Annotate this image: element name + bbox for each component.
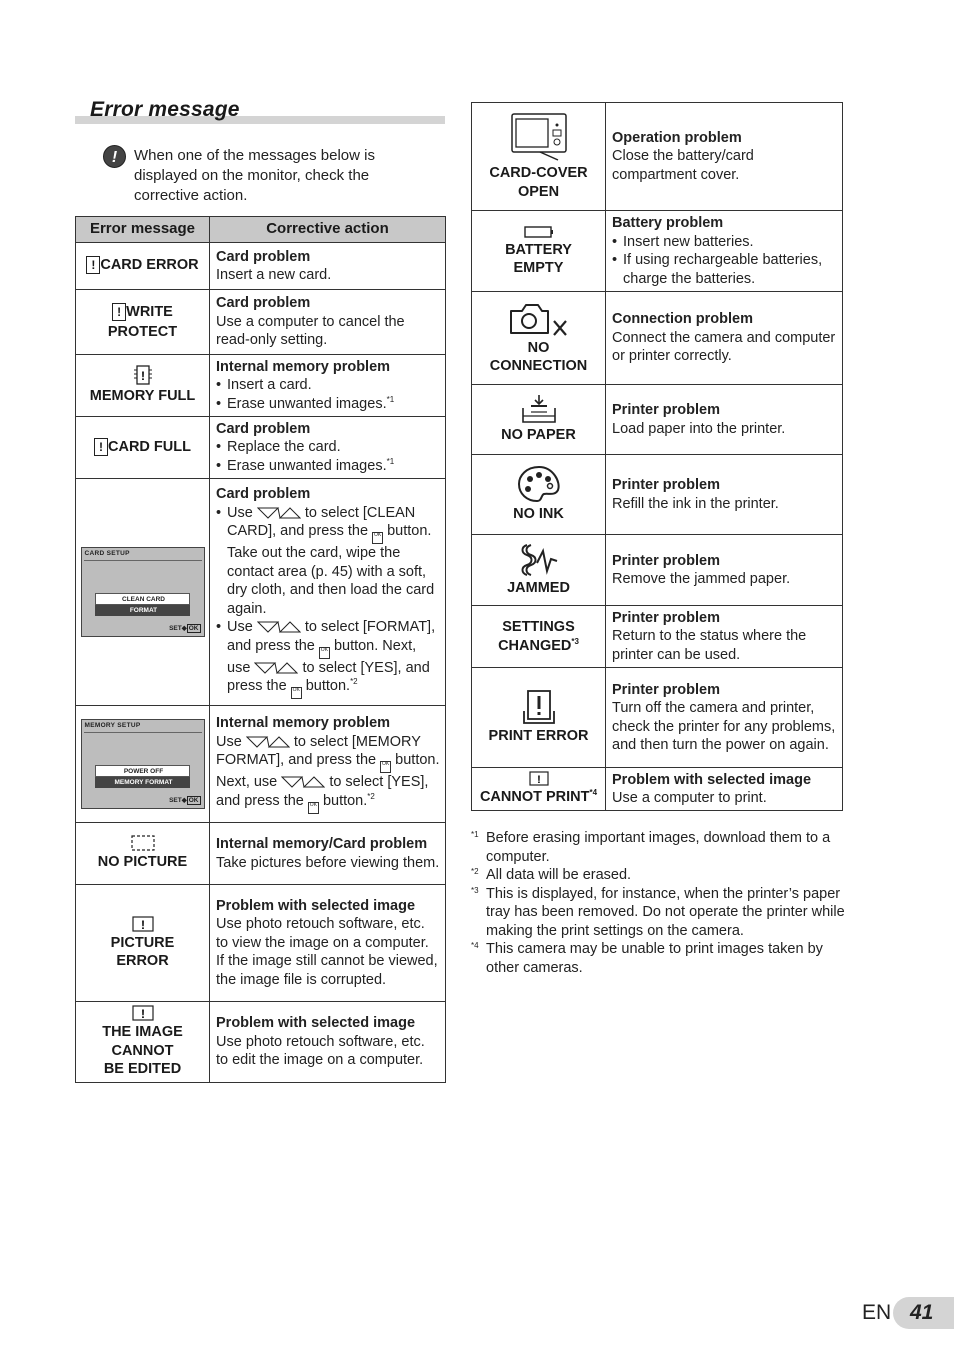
header-corrective-action: Corrective action xyxy=(210,217,446,243)
table-row xyxy=(472,455,843,535)
error-label: WRITE xyxy=(126,303,173,320)
error-label: PROTECT xyxy=(107,323,178,340)
action-text: Refill the ink in the printer. xyxy=(612,495,779,512)
svg-text:!: ! xyxy=(536,774,541,787)
footnote-ref: *1 xyxy=(386,456,395,466)
cannot-edit-icon xyxy=(132,1005,154,1021)
ok-button-icon: OK xyxy=(380,761,391,773)
error-label: NO xyxy=(527,339,550,356)
action-text: Return to the status where the printer can be used. xyxy=(612,628,807,663)
footnote-ref: *4 xyxy=(589,788,598,798)
action-text: Use photo retouch software, etc. to view the image on a computer. If the image still cannot be viewed, the image file is corrupted. xyxy=(216,916,438,988)
internal-memory-icon xyxy=(133,365,153,385)
print-error-icon xyxy=(522,689,556,725)
battery-empty-icon xyxy=(524,225,554,239)
write-protect-icon: ! xyxy=(112,303,126,321)
action-heading: Connection problem xyxy=(612,311,753,328)
action-heading: Internal memory problem xyxy=(216,715,391,732)
svg-text:!: ! xyxy=(140,917,145,932)
list-item: • Insert a card. xyxy=(216,376,440,395)
list-item: • Use to select [CLEAN CARD], and press the OK button. Take out the card, wipe the contact area (p. 45) with a soft, dry cloth, and then load the card again. xyxy=(216,504,440,619)
page-number: 41 xyxy=(893,1297,954,1329)
error-label: CARD FULL xyxy=(108,438,191,455)
up-down-arrow-buttons-icon xyxy=(281,775,325,788)
svg-text:!: ! xyxy=(140,1007,145,1022)
action-heading: Printer problem xyxy=(612,477,720,493)
error-label: NO INK xyxy=(513,506,564,523)
table-row xyxy=(472,535,843,606)
error-label: PICTURE xyxy=(110,934,175,951)
caution-icon: ! xyxy=(103,145,126,168)
error-label: SETTINGS xyxy=(502,619,575,635)
up-down-arrow-buttons-icon xyxy=(254,661,298,674)
no-picture-icon xyxy=(131,835,155,851)
error-label: CARD-COVER xyxy=(489,165,588,181)
footnote-ref: *1 xyxy=(386,394,395,404)
action-text: Insert a new card. xyxy=(216,267,332,283)
no-connection-icon xyxy=(508,301,570,337)
error-table-left xyxy=(75,216,446,1083)
action-heading: Printer problem xyxy=(612,402,720,418)
menu-item-clean-card: CLEAN CARD xyxy=(95,593,190,605)
card-cover-open-icon xyxy=(510,112,568,162)
error-label: NO PICTURE xyxy=(97,854,188,871)
table-row xyxy=(472,606,843,668)
action-heading: Printer problem xyxy=(612,609,720,626)
action-heading: Card problem xyxy=(216,295,311,312)
action-heading: Card problem xyxy=(216,248,311,265)
action-text: Load paper into the printer. xyxy=(612,420,786,437)
table-row xyxy=(472,103,843,211)
card-full-icon: ! xyxy=(94,438,108,456)
action-heading: Card problem xyxy=(216,420,311,437)
ok-button-icon: OK xyxy=(308,802,319,814)
footnote: *2 All data will be erased. xyxy=(471,867,632,883)
set-ok-label: SET◆ OK xyxy=(169,797,199,804)
footnote-ref: *3 xyxy=(571,636,579,646)
action-text: Use photo retouch software, etc. to edit the image on a computer. xyxy=(216,1033,425,1069)
footnote: *3 This is displayed, for instance, when the printer’s paper tray has been removed. Do not operate the printer while making the print settings on the camera. xyxy=(471,885,845,939)
footnote: *4 This camera may be unable to print images taken by other cameras. xyxy=(471,941,823,976)
memory-setup-screen xyxy=(81,719,205,809)
ok-button-icon: OK xyxy=(372,532,383,544)
action-heading: Printer problem xyxy=(612,681,720,698)
error-label: CARD ERROR xyxy=(100,257,199,273)
error-label: JAMMED xyxy=(507,579,570,596)
table-row xyxy=(472,768,843,811)
table-row xyxy=(472,211,843,292)
set-ok-label: SET◆ OK xyxy=(169,625,199,632)
footnote: *1 Before erasing important images, download them to a computer. xyxy=(471,830,831,865)
list-item: • Erase unwanted images.$^{*1}$ xyxy=(216,395,440,414)
cannot-print-icon xyxy=(529,771,549,786)
intro-text: When one of the messages below is displayed on the monitor, check the corrective action. xyxy=(134,147,375,204)
svg-text:!: ! xyxy=(140,369,145,384)
language-label: EN xyxy=(862,1301,892,1324)
error-label: EMPTY xyxy=(513,260,564,276)
action-heading: Operation problem xyxy=(612,129,742,146)
ok-button-icon: OK xyxy=(319,647,330,659)
page-title: Error message xyxy=(90,98,240,121)
footnotes xyxy=(471,829,846,977)
action-text: Remove the jammed paper. xyxy=(612,571,791,587)
list-item: • Erase unwanted images.$^{*1}$ xyxy=(216,457,440,476)
error-label: CANNOT PRINT xyxy=(479,789,590,806)
error-label: OPEN xyxy=(517,183,560,200)
table-row xyxy=(76,885,446,1002)
card-error-icon: ! xyxy=(86,256,100,274)
action-heading: Internal memory problem xyxy=(216,358,391,375)
table-row: MEMORY SETUP POWER OFF MEMORY FORMAT SET◆ OK Internal memory problem Use to select [MEMORY FORMAT], and press the OK button. Next, use to select [YES], and press the OK button.$^{*2}$ xyxy=(76,706,446,823)
no-paper-icon xyxy=(521,394,557,424)
up-down-arrow-buttons-icon xyxy=(257,620,301,633)
action-heading: Internal memory/Card problem xyxy=(216,836,428,852)
no-ink-palette-icon xyxy=(517,465,561,503)
footnote-ref: *2 xyxy=(350,677,358,686)
action-text: Use a computer to print. xyxy=(612,790,767,806)
picture-error-icon xyxy=(132,916,154,932)
error-label: MEMORY FULL xyxy=(89,388,196,405)
error-label: CHANGED xyxy=(498,637,572,654)
table-row xyxy=(76,355,446,417)
table-row xyxy=(76,823,446,885)
list-item: • Insert new batteries. xyxy=(612,233,837,252)
menu-item-memory-format: MEMORY FORMAT xyxy=(95,777,190,788)
header-error-message: Error message xyxy=(76,217,210,243)
error-label: NO PAPER xyxy=(501,427,576,444)
action-text: Take pictures before viewing them. xyxy=(216,854,440,871)
list-item: • If using rechargeable batteries, charge the batteries. xyxy=(612,251,837,288)
error-label: BATTERY xyxy=(505,241,572,258)
table-row xyxy=(76,479,446,706)
action-text: Use a computer to cancel the read-only setting. xyxy=(216,313,405,349)
action-heading: Problem with selected image xyxy=(612,771,812,788)
up-down-arrow-buttons-icon xyxy=(246,735,290,748)
table-header xyxy=(76,217,446,243)
screen-title: MEMORY SETUP xyxy=(84,722,141,729)
error-label: CANNOT xyxy=(111,1042,174,1059)
action-text: Turn off the camera and printer, check the printer for any problems, and then turn the power on again. xyxy=(612,700,836,753)
action-text: Connect the camera and computer or printer correctly. xyxy=(612,329,836,365)
error-label: THE IMAGE xyxy=(102,1024,183,1041)
table-row xyxy=(76,243,446,290)
action-heading: Problem with selected image xyxy=(216,1015,416,1032)
error-label: ERROR xyxy=(116,953,169,969)
error-label: CONNECTION xyxy=(489,358,588,374)
action-heading: Printer problem xyxy=(612,552,720,569)
note-block xyxy=(103,145,433,210)
jammed-paper-icon xyxy=(519,543,559,577)
error-table-right xyxy=(471,102,843,811)
error-label: PRINT ERROR xyxy=(488,728,589,745)
footnote-ref: *2 xyxy=(367,791,375,801)
action-text: Close the battery/card compartment cover. xyxy=(612,148,754,183)
table-row xyxy=(76,1002,446,1083)
table-row xyxy=(76,290,446,355)
action-heading: Problem with selected image xyxy=(216,897,416,914)
menu-item-power-off: POWER OFF xyxy=(95,765,190,777)
table-row xyxy=(472,385,843,455)
screen-title: CARD SETUP xyxy=(84,550,130,557)
error-label: BE EDITED xyxy=(103,1061,182,1078)
table-row xyxy=(472,292,843,385)
action-heading: Battery problem xyxy=(612,215,724,231)
list-item: • Use to select [FORMAT], and press the OK button. Next, use to select [YES], and press the OK button.$^{*2}$ xyxy=(216,618,440,699)
table-row xyxy=(76,417,446,479)
table-row xyxy=(472,668,843,768)
card-setup-screen xyxy=(81,547,205,637)
action-heading: Card problem xyxy=(216,486,311,502)
menu-item-format: FORMAT xyxy=(95,605,190,616)
up-down-arrow-buttons-icon xyxy=(257,506,301,519)
ok-button-icon: OK xyxy=(291,687,302,699)
list-item: • Replace the card. xyxy=(216,438,440,457)
